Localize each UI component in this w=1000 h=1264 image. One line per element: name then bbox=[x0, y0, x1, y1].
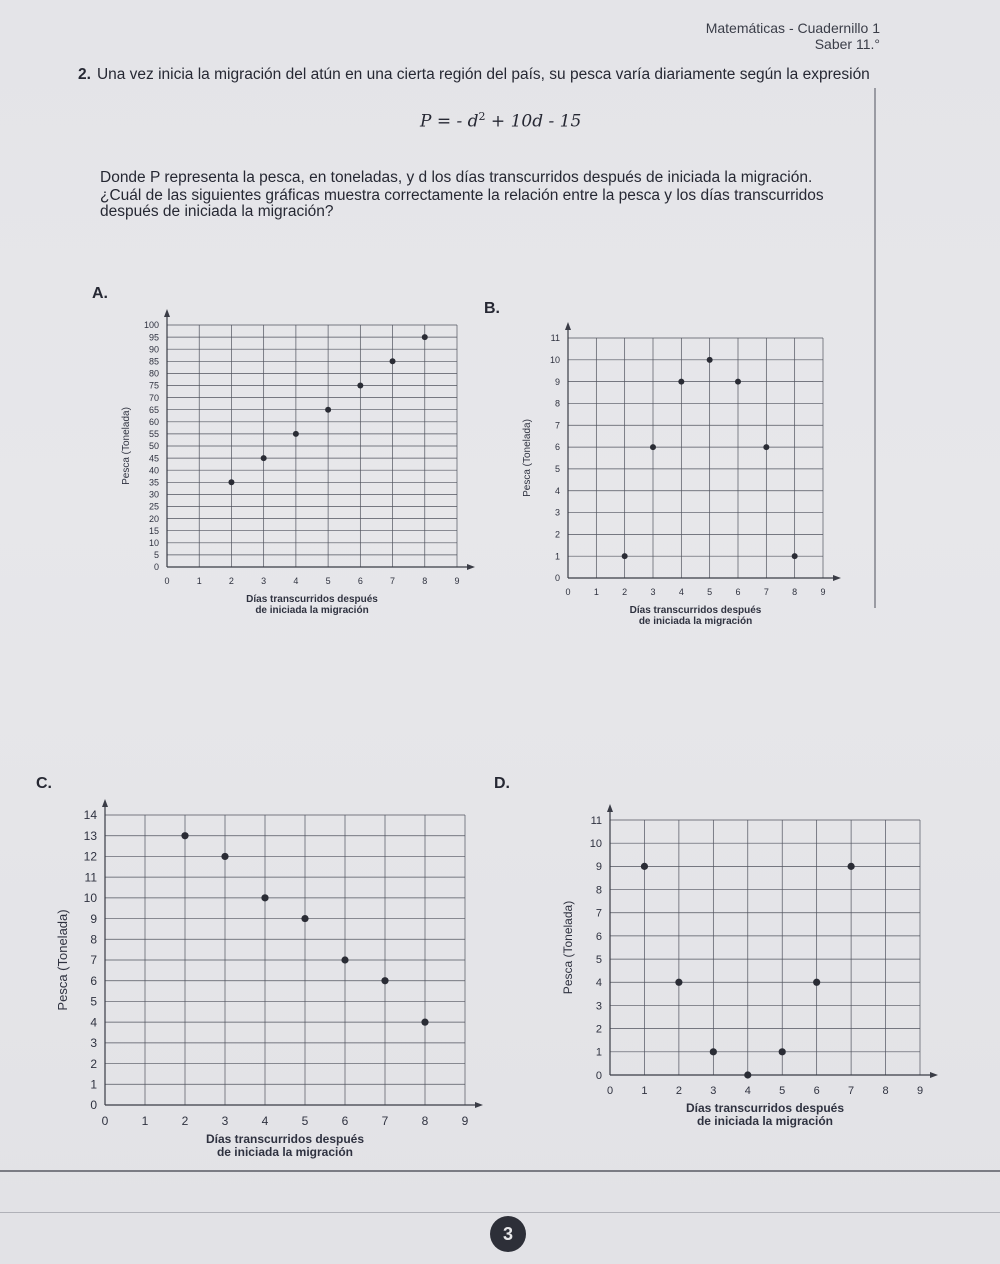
y-tick-label: 8 bbox=[554, 398, 560, 409]
data-point bbox=[261, 455, 267, 461]
y-axis-arrow bbox=[164, 309, 170, 317]
y-tick-label: 9 bbox=[90, 911, 97, 926]
data-point bbox=[228, 479, 234, 485]
x-axis-label: Días transcurridos después bbox=[246, 594, 378, 605]
data-point bbox=[381, 977, 388, 984]
y-tick-label: 1 bbox=[90, 1077, 97, 1092]
x-axis-arrow bbox=[930, 1072, 938, 1078]
x-tick-label: 3 bbox=[221, 1114, 229, 1128]
y-tick-label: 25 bbox=[148, 501, 159, 512]
y-tick-label: 45 bbox=[148, 453, 159, 464]
question-intro bbox=[78, 65, 878, 84]
y-tick-label: 3 bbox=[554, 507, 560, 518]
formula-rhs: + 10d - 15 bbox=[485, 111, 582, 132]
x-tick-label: 8 bbox=[882, 1085, 889, 1097]
y-tick-label: 5 bbox=[595, 953, 602, 966]
x-tick-label: 0 bbox=[101, 1114, 109, 1128]
data-point bbox=[341, 956, 348, 963]
x-tick-label: 3 bbox=[650, 587, 656, 597]
y-tick-label: 11 bbox=[84, 870, 97, 885]
y-tick-label: 10 bbox=[589, 838, 602, 851]
y-tick-label: 2 bbox=[554, 529, 560, 540]
option-c-label[interactable]: C. bbox=[36, 775, 52, 792]
variable-definition: Donde P representa la pesca, en toneladas, y d los días transcurridos después de iniciada la migración. bbox=[100, 169, 813, 186]
option-d-label[interactable]: D. bbox=[494, 775, 510, 792]
x-axis-label: Días transcurridos después bbox=[685, 1101, 845, 1115]
y-tick-label: 3 bbox=[90, 1036, 97, 1051]
page-number: 3 bbox=[490, 1216, 526, 1252]
x-axis-arrow bbox=[467, 564, 475, 570]
y-tick-label: 11 bbox=[590, 814, 602, 827]
x-tick-label: 9 bbox=[454, 576, 460, 586]
x-axis-arrow bbox=[833, 575, 841, 581]
y-tick-label: 2 bbox=[595, 1023, 602, 1036]
y-tick-label: 40 bbox=[148, 465, 159, 476]
y-tick-label: 11 bbox=[550, 333, 560, 344]
y-tick-label: 20 bbox=[148, 513, 159, 524]
y-axis-arrow bbox=[102, 799, 108, 807]
y-tick-label: 8 bbox=[595, 884, 602, 897]
plot-area bbox=[561, 804, 938, 1128]
page-divider bbox=[0, 1170, 1000, 1172]
grade-line: Saber 11.° bbox=[814, 36, 880, 52]
x-tick-label: 6 bbox=[813, 1085, 820, 1097]
x-tick-label: 4 bbox=[293, 576, 299, 586]
y-tick-label: 35 bbox=[148, 477, 159, 488]
data-point bbox=[641, 863, 648, 870]
y-tick-label: 0 bbox=[595, 1069, 602, 1082]
plot-area bbox=[55, 799, 483, 1159]
page-divider-lower bbox=[0, 1212, 1000, 1213]
x-tick-label: 5 bbox=[707, 587, 713, 597]
data-point bbox=[181, 832, 188, 839]
y-tick-label: 2 bbox=[90, 1056, 97, 1071]
x-tick-label: 5 bbox=[325, 576, 331, 586]
data-point bbox=[221, 853, 228, 860]
formula-exponent: 2 bbox=[478, 110, 486, 123]
y-tick-label: 1 bbox=[554, 551, 560, 562]
x-tick-label: 1 bbox=[593, 587, 599, 597]
data-point bbox=[421, 1019, 428, 1026]
x-tick-label: 5 bbox=[779, 1085, 786, 1097]
x-tick-label: 8 bbox=[792, 587, 798, 597]
question-prompt: ¿Cuál de las siguientes gráficas muestra correctamente la relación entre la pesca y los días transcurridos después de iniciada la migración? bbox=[100, 187, 824, 220]
x-tick-label: 6 bbox=[357, 576, 363, 586]
data-point bbox=[357, 383, 363, 389]
data-point bbox=[813, 979, 820, 986]
data-point bbox=[261, 894, 268, 901]
formula bbox=[420, 110, 581, 132]
x-tick-label: 2 bbox=[228, 576, 234, 586]
x-axis-arrow bbox=[475, 1102, 483, 1108]
x-tick-label: 8 bbox=[422, 576, 428, 586]
x-tick-label: 9 bbox=[916, 1085, 924, 1097]
y-tick-label: 80 bbox=[148, 368, 159, 379]
y-tick-label: 7 bbox=[90, 953, 97, 968]
y-tick-label: 6 bbox=[90, 973, 97, 988]
y-tick-label: 60 bbox=[148, 416, 159, 427]
x-tick-label: 3 bbox=[261, 576, 267, 586]
question-intro-text: Una vez inicia la migración del atún en una cierta región del país, su pesca varía diariamente según la expresión bbox=[96, 66, 870, 83]
x-tick-label: 9 bbox=[820, 587, 826, 597]
x-tick-label: 1 bbox=[196, 576, 202, 586]
x-tick-label: 0 bbox=[606, 1085, 614, 1097]
x-tick-label: 4 bbox=[744, 1085, 751, 1097]
x-tick-label: 3 bbox=[710, 1085, 717, 1097]
data-point bbox=[779, 1048, 786, 1055]
plot-area bbox=[522, 322, 841, 627]
y-tick-label: 10 bbox=[83, 891, 97, 906]
y-axis-label: Pesca (Tonelada) bbox=[522, 419, 533, 497]
x-axis-label: Días transcurridos después bbox=[629, 605, 762, 616]
data-point bbox=[678, 379, 684, 385]
data-point bbox=[650, 444, 656, 450]
y-axis-label: Pesca (Tonelada) bbox=[121, 407, 132, 485]
x-tick-label: 1 bbox=[141, 1114, 149, 1128]
x-tick-label: 6 bbox=[341, 1114, 349, 1128]
y-tick-label: 0 bbox=[554, 573, 560, 584]
data-point bbox=[735, 379, 741, 385]
x-tick-label: 0 bbox=[565, 587, 571, 597]
data-point bbox=[390, 358, 396, 364]
chart-option-a[interactable] bbox=[100, 305, 480, 625]
y-tick-label: 0 bbox=[90, 1098, 97, 1113]
y-tick-label: 13 bbox=[83, 828, 97, 843]
y-tick-label: 7 bbox=[595, 907, 602, 920]
x-tick-label: 4 bbox=[678, 587, 684, 597]
chart-option-c[interactable] bbox=[55, 795, 500, 1195]
data-point bbox=[301, 915, 308, 922]
data-point bbox=[848, 863, 855, 870]
chart-option-d[interactable] bbox=[545, 795, 995, 1165]
option-b-label[interactable]: B. bbox=[484, 300, 500, 317]
data-point bbox=[622, 553, 628, 559]
x-tick-label: 7 bbox=[848, 1085, 855, 1097]
x-axis-label: de iniciada la migración bbox=[638, 616, 753, 627]
data-point bbox=[744, 1071, 751, 1078]
x-axis-label: de iniciada la migración bbox=[255, 605, 369, 616]
y-tick-label: 4 bbox=[595, 977, 602, 990]
y-tick-label: 70 bbox=[148, 392, 159, 403]
y-tick-label: 5 bbox=[554, 464, 560, 475]
y-tick-label: 100 bbox=[143, 320, 159, 331]
data-point bbox=[675, 979, 682, 986]
y-tick-label: 30 bbox=[148, 489, 159, 500]
page-header bbox=[706, 20, 880, 52]
y-tick-label: 4 bbox=[554, 485, 560, 496]
y-tick-label: 6 bbox=[595, 930, 602, 943]
y-tick-label: 10 bbox=[549, 354, 560, 365]
x-tick-label: 8 bbox=[421, 1114, 429, 1128]
plot-area bbox=[121, 309, 475, 616]
y-axis-arrow bbox=[607, 804, 613, 812]
x-tick-label: 1 bbox=[641, 1085, 648, 1097]
question-number: 2. bbox=[78, 66, 91, 83]
y-tick-label: 9 bbox=[554, 376, 560, 387]
y-tick-label: 8 bbox=[90, 932, 97, 947]
x-axis-label: Días transcurridos después bbox=[205, 1132, 365, 1146]
y-tick-label: 55 bbox=[148, 429, 159, 440]
x-tick-label: 7 bbox=[381, 1114, 389, 1128]
formula-lhs: P = - d bbox=[420, 111, 479, 132]
option-a-label[interactable]: A. bbox=[92, 285, 108, 302]
y-tick-label: 3 bbox=[595, 1000, 602, 1013]
x-tick-label: 7 bbox=[390, 576, 396, 586]
data-point bbox=[707, 357, 713, 363]
data-point bbox=[293, 431, 299, 437]
y-tick-label: 5 bbox=[153, 550, 159, 561]
y-tick-label: 65 bbox=[148, 404, 159, 415]
data-point bbox=[325, 407, 331, 413]
y-tick-label: 4 bbox=[90, 1015, 97, 1030]
y-tick-label: 90 bbox=[148, 344, 159, 355]
x-axis-label: de iniciada la migración bbox=[216, 1145, 354, 1159]
data-point bbox=[792, 553, 798, 559]
x-tick-label: 2 bbox=[622, 587, 628, 597]
data-point bbox=[422, 334, 428, 340]
y-tick-label: 95 bbox=[148, 332, 159, 343]
x-tick-label: 4 bbox=[261, 1114, 269, 1128]
y-tick-label: 0 bbox=[153, 562, 159, 573]
y-tick-label: 50 bbox=[148, 441, 159, 452]
x-axis-label: de iniciada la migración bbox=[696, 1114, 834, 1128]
x-tick-label: 6 bbox=[735, 587, 741, 597]
x-tick-label: 7 bbox=[763, 587, 769, 597]
y-axis-label: Pesca (Tonelada) bbox=[55, 909, 70, 1011]
y-tick-label: 7 bbox=[554, 420, 560, 431]
y-axis-label: Pesca (Tonelada) bbox=[561, 900, 575, 995]
y-tick-label: 6 bbox=[554, 442, 560, 453]
margin-rule bbox=[874, 88, 876, 608]
y-tick-label: 75 bbox=[148, 380, 159, 391]
y-tick-label: 15 bbox=[148, 525, 159, 536]
y-axis-arrow bbox=[565, 322, 571, 330]
x-tick-label: 2 bbox=[675, 1085, 682, 1097]
y-tick-label: 12 bbox=[83, 849, 97, 864]
y-tick-label: 9 bbox=[595, 861, 602, 874]
x-tick-label: 9 bbox=[461, 1114, 469, 1128]
y-tick-label: 85 bbox=[148, 356, 159, 367]
x-tick-label: 5 bbox=[301, 1114, 309, 1128]
subject-line: Matemáticas - Cuadernillo 1 bbox=[705, 20, 880, 36]
x-tick-label: 2 bbox=[181, 1114, 189, 1128]
data-point bbox=[763, 444, 769, 450]
y-tick-label: 10 bbox=[148, 537, 159, 548]
y-tick-label: 5 bbox=[90, 994, 97, 1009]
y-tick-label: 14 bbox=[83, 808, 97, 823]
data-point bbox=[710, 1048, 717, 1055]
y-tick-label: 1 bbox=[595, 1046, 602, 1059]
chart-option-b[interactable] bbox=[520, 320, 870, 640]
x-tick-label: 0 bbox=[164, 576, 170, 586]
